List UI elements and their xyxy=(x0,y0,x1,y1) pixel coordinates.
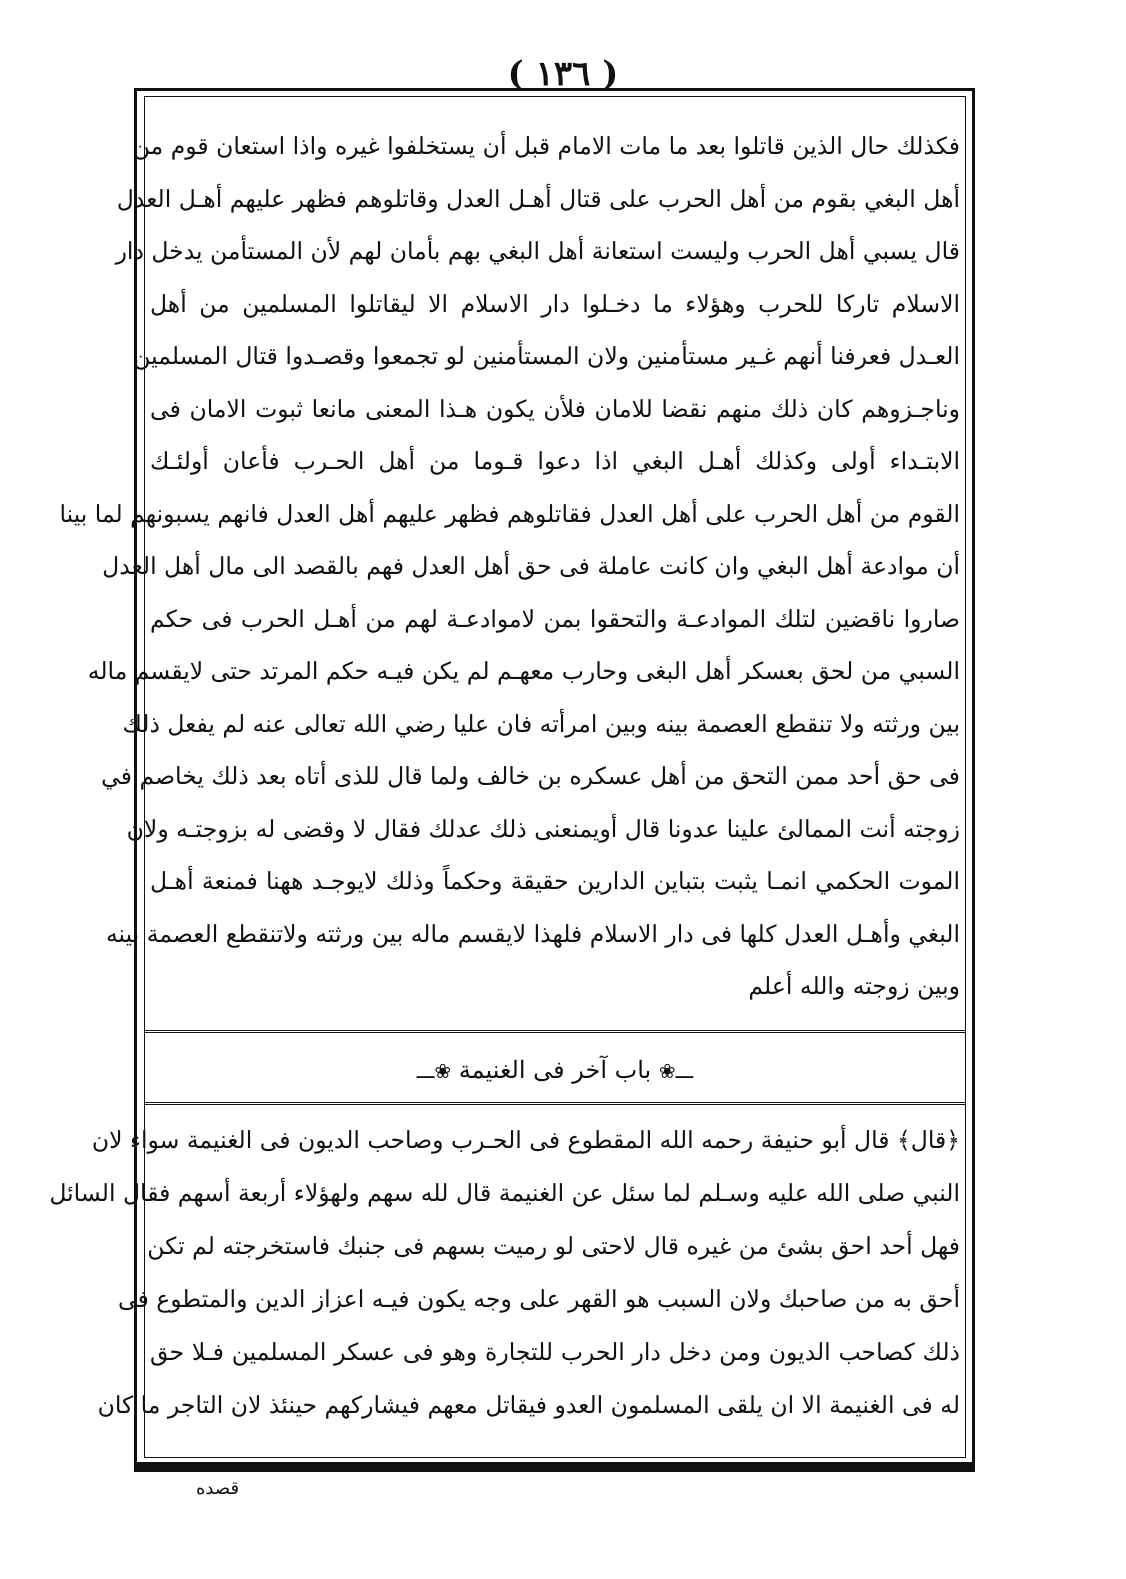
section-divider-top xyxy=(144,1030,966,1033)
text-line: فى حق أحد ممن التحق من أهل عسكره بن خالف ولما قال للذى أتاه بعد ذلك يخاصم في xyxy=(101,762,960,790)
section-divider-bottom xyxy=(144,1102,966,1105)
page-number: ( ١٣٦ ) xyxy=(507,54,619,94)
text-line: الاسلام تاركا للحرب وهؤلاء ما دخـلوا دار الاسلام الا ليقاتلوا المسلمين من أهل xyxy=(150,289,960,318)
text-line: أحق به من صاحبك ولان السبب هو القهر على وجه يكون فيـه اعزاز الدين والمتطوع فى xyxy=(117,1285,960,1313)
page-frame-bottom-bar xyxy=(134,1462,975,1470)
chapter-text-section xyxy=(49,1114,960,1432)
chapter-heading xyxy=(150,1045,960,1095)
text-line: بين ورثته ولا تنقطع العصمة بينه وبين امرأته فان عليا رضي الله تعالى عنه لم يفعل ذلك xyxy=(122,709,960,738)
text-line: فهل أحد احق بشئ من غيره قال لاحتى لو رميت بسهم فى جنبك فاستخرجته لم تكن xyxy=(147,1232,960,1260)
text-line: النبي صلى الله عليه وسـلم لما سئل عن الغنيمة قال لله سهم ولهؤلاء أربعة أسهم فقال السائل xyxy=(49,1179,960,1207)
text-line: وبين زوجته والله أعلم xyxy=(748,972,960,1000)
text-line: القوم من أهل الحرب على أهل العدل فقاتلوهم فظهر عليهم أهل العدل فانهم يسبونهم لما بينا xyxy=(59,499,960,528)
text-line: أن موادعة أهل البغي وان كانت عاملة فى حق أهل العدل فهم بالقصد الى مال أهل العدل xyxy=(102,552,960,580)
text-line: صاروا ناقضين لتلك الموادعـة والتحقوا بمن لاموادعـة لهم من أهـل الحرب فى حكم xyxy=(150,604,960,633)
text-line: زوجته أنت الممالئ علينا عدونا قال أويمنعنى ذلك عدلك فقال لا وقضى له بزوجتـه ولان xyxy=(126,814,960,843)
heading-ornament-right: ـــ❀ xyxy=(658,1059,694,1083)
text-line: فكذلك حال الذين قاتلوا بعد ما مات الامام قبل أن يستخلفوا غيره واذا استعان قوم من xyxy=(132,132,960,160)
text-line: ذلك كصاحب الديون ومن دخل دار الحرب للتجارة وهو فى عسكر المسلمين فـلا حق xyxy=(150,1338,960,1366)
text-line: أهل البغي بقوم من أهل الحرب على قتال أهـل العدل وقاتلوهم فظهر عليهم أهـل العدل xyxy=(116,184,960,213)
text-line: قال يسبي أهل الحرب وليست استعانة أهل البغي بهم بأمان لهم لأن المستأمن يدخل دار xyxy=(115,237,960,265)
text-line: السبي من لحق بعسكر أهل البغى وحارب معهـم لم يكن فيـه حكم المرتد حتى لايقسم ماله xyxy=(87,657,960,685)
text-line: البغي وأهـل العدل كلها فى دار الاسلام فلهذا لايقسم ماله بين ورثته ولاتنقطع العصمة بينه xyxy=(105,919,960,948)
text-line: له فى الغنيمة الا ان يلقى المسلمون العدو فيقاتل معهم فيشاركهم حينئذ لان التاجر ما كان xyxy=(97,1391,960,1419)
chapter-title: باب آخر فى الغنيمة xyxy=(458,1056,652,1084)
text-line: ﴿قال﴾ قال أبو حنيفة رحمه الله المقطوع فى الحـرب وصاحب الديون فى الغنيمة سواء لان xyxy=(91,1126,960,1154)
text-line: الابتـداء أولى وكذلك أهـل البغي اذا دعوا قـوما من أهل الحـرب فأعان أولئـك xyxy=(150,447,960,475)
text-line: الموت الحكمي انمـا يثبت بتباين الدارين حقيقة وحكماً وذلك لايوجـد ههنا فمنعة أهـل xyxy=(150,867,960,895)
main-text-section xyxy=(59,120,960,1013)
text-line: العـدل فعرفنا أنهم غـير مستأمنين ولان المستأمنين لو تجمعوا وقصـدوا قتال المسلمين xyxy=(133,342,960,370)
catchword: قصده xyxy=(196,1478,240,1499)
text-line: وناجـزوهم كان ذلك منهم نقضا للامان فلأن يكون هـذا المعنى مانعا ثبوت الامان فى xyxy=(150,394,960,423)
heading-ornament-left: ❀ـــ xyxy=(416,1059,452,1083)
